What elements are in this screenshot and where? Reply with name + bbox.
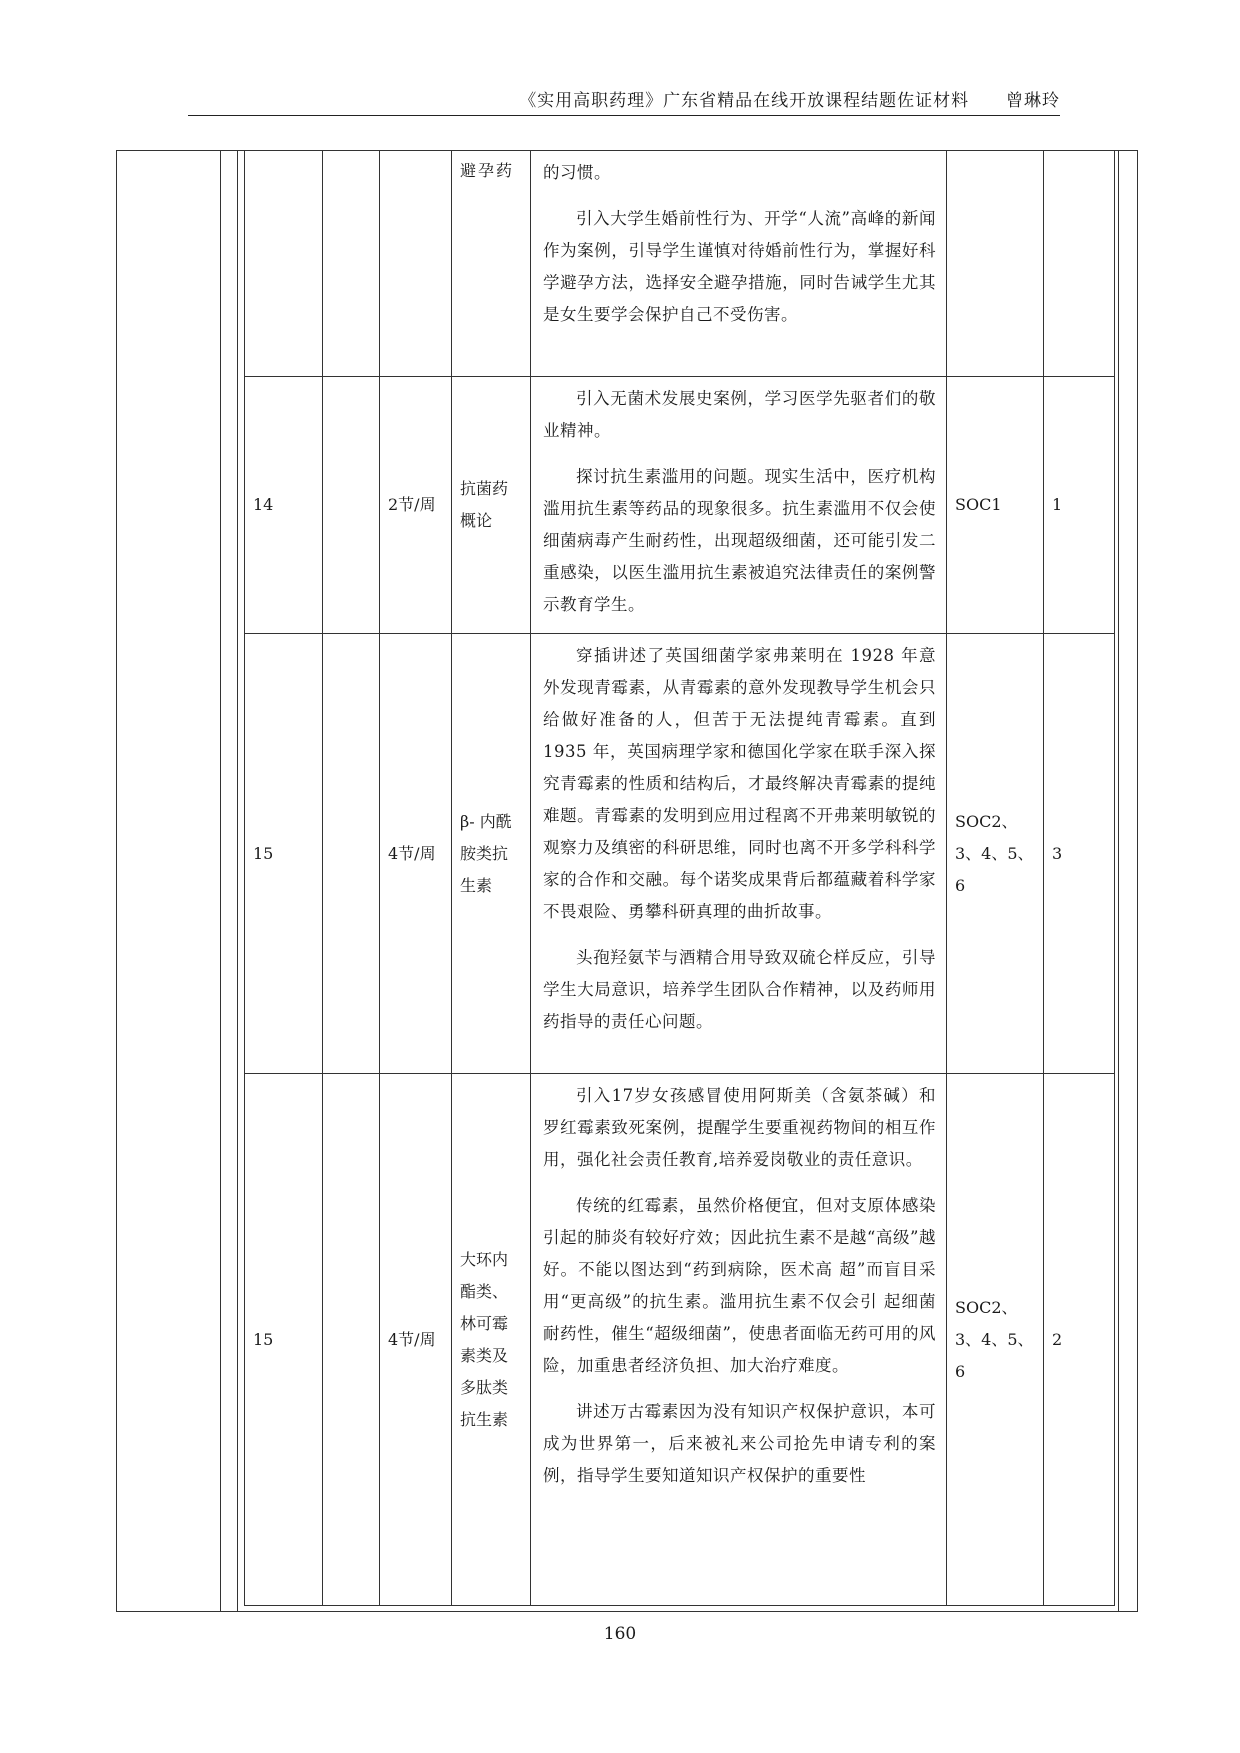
table-row: [245, 1074, 1115, 1606]
week-cell: 14: [245, 377, 323, 634]
blank-cell: [323, 1074, 380, 1606]
hours-cell: 4节/周: [380, 634, 452, 1074]
header-title: 《实用高职药理》广东省精品在线开放课程结题佐证材料: [519, 91, 970, 111]
count-cell: 3: [1044, 634, 1115, 1074]
table-row: [245, 151, 1115, 377]
soc-cell: [947, 151, 1044, 377]
description-paragraph: 引入17岁女孩感冒使用阿斯美（含氨茶碱）和罗红霉素致死案例，提醒学生要重视药物间的相互作用，强化社会责任教育,培养爱岗敬业的责任意识。: [543, 1086, 936, 1169]
description-paragraph: 传统的红霉素，虽然价格便宜，但对支原体感染引起的肺炎有较好疗效；因此抗生素不是越“高级”越好。不能以图达到“药到病除，医术高 超”而盲目采用“更高级”的抗生素。滥用抗生素不仅会引 起细菌耐药性，催生“超级细菌”，使患者面临无药可用的风险，加重患者经济负担、加大治疗难度。: [543, 1196, 936, 1375]
topic-cell: 抗菌药概论: [452, 377, 531, 634]
description-paragraph: 的习惯。: [543, 163, 611, 182]
right-column-divider: [1118, 150, 1119, 1612]
topic-cell: β- 内酰胺类抗生素: [452, 634, 531, 1074]
description-paragraph: 引入大学生婚前性行为、开学“人流”高峰的新闻作为案例，引导学生谨慎对待婚前性行为，掌握好科学避孕方法，选择安全避孕措施，同时告诫学生尤其是女生要学会保护自己不受伤害。: [543, 209, 936, 324]
hours-cell: [380, 151, 452, 377]
description-cell: [531, 1074, 947, 1606]
hours-cell: 2节/周: [380, 377, 452, 634]
soc-cell: SOC2、3、4、5、6: [947, 634, 1044, 1074]
topic-cell: 大环内酯类、林可霉素类及多肽类抗生素: [452, 1074, 531, 1606]
description-paragraph: 讲述万古霉素因为没有知识产权保护意识，本可成为世界第一，后来被礼来公司抢先申请专利的案例，指导学生要知道知识产权保护的重要性: [543, 1402, 936, 1485]
week-cell: 15: [245, 634, 323, 1074]
hours-cell: 4节/周: [380, 1074, 452, 1606]
table-row: [245, 377, 1115, 634]
count-cell: [1044, 151, 1115, 377]
description-paragraph: 引入无菌术发展史案例，学习医学先驱者们的敬业精神。: [543, 389, 936, 440]
description-paragraph: 探讨抗生素滥用的问题。现实生活中，医疗机构滥用抗生素等药品的现象很多。抗生素滥用不仅会使细菌病毒产生耐药性，出现超级细菌，还可能引发二重感染，以医生滥用抗生素被追究法律责任的案例警示教育学生。: [543, 467, 936, 614]
description-paragraph: 头孢羟氨苄与酒精合用导致双硫仑样反应，引导学生大局意识，培养学生团队合作精神，以及药师用药指导的责任心问题。: [543, 948, 936, 1031]
description-paragraph: 穿插讲述了英国细菌学家弗莱明在 1928 年意外发现青霉素，从青霉素的意外发现教导学生机会只给做好准备的人，但苦于无法提纯青霉素。直到 1935 年，英国病理学家和德国化学家在联手深入探究青霉素的性质和结构后，才最终解决青霉素的提纯难题。青霉素的发明到应用过程离不开弗莱明敏锐的观察力及缜密的科研思维，同时也离不开多学科科学家的合作和交融。每个诺奖成果背后都蕴藏着科学家不畏艰险、勇攀科研真理的曲折故事。: [543, 646, 936, 921]
description-cell: [531, 151, 947, 377]
header-author: 曾琳玲: [1006, 91, 1060, 111]
page-header: [188, 86, 1060, 114]
table-row: [245, 634, 1115, 1074]
description-cell: [531, 377, 947, 634]
count-cell: 2: [1044, 1074, 1115, 1606]
blank-cell: [323, 634, 380, 1074]
left-column-divider: [220, 150, 221, 1612]
count-cell: 1: [1044, 377, 1115, 634]
page-number: 160: [603, 1624, 637, 1644]
course-table: [244, 150, 1115, 1606]
header-rule: [188, 115, 1060, 116]
week-cell: 15: [245, 1074, 323, 1606]
blank-cell: [323, 151, 380, 377]
left-column-divider-inner: [237, 150, 238, 1612]
description-cell: [531, 634, 947, 1074]
topic-cell: 避孕药: [452, 151, 531, 377]
week-cell: [245, 151, 323, 377]
soc-cell: SOC2、3、4、5、6: [947, 1074, 1044, 1606]
soc-cell: SOC1: [947, 377, 1044, 634]
blank-cell: [323, 377, 380, 634]
